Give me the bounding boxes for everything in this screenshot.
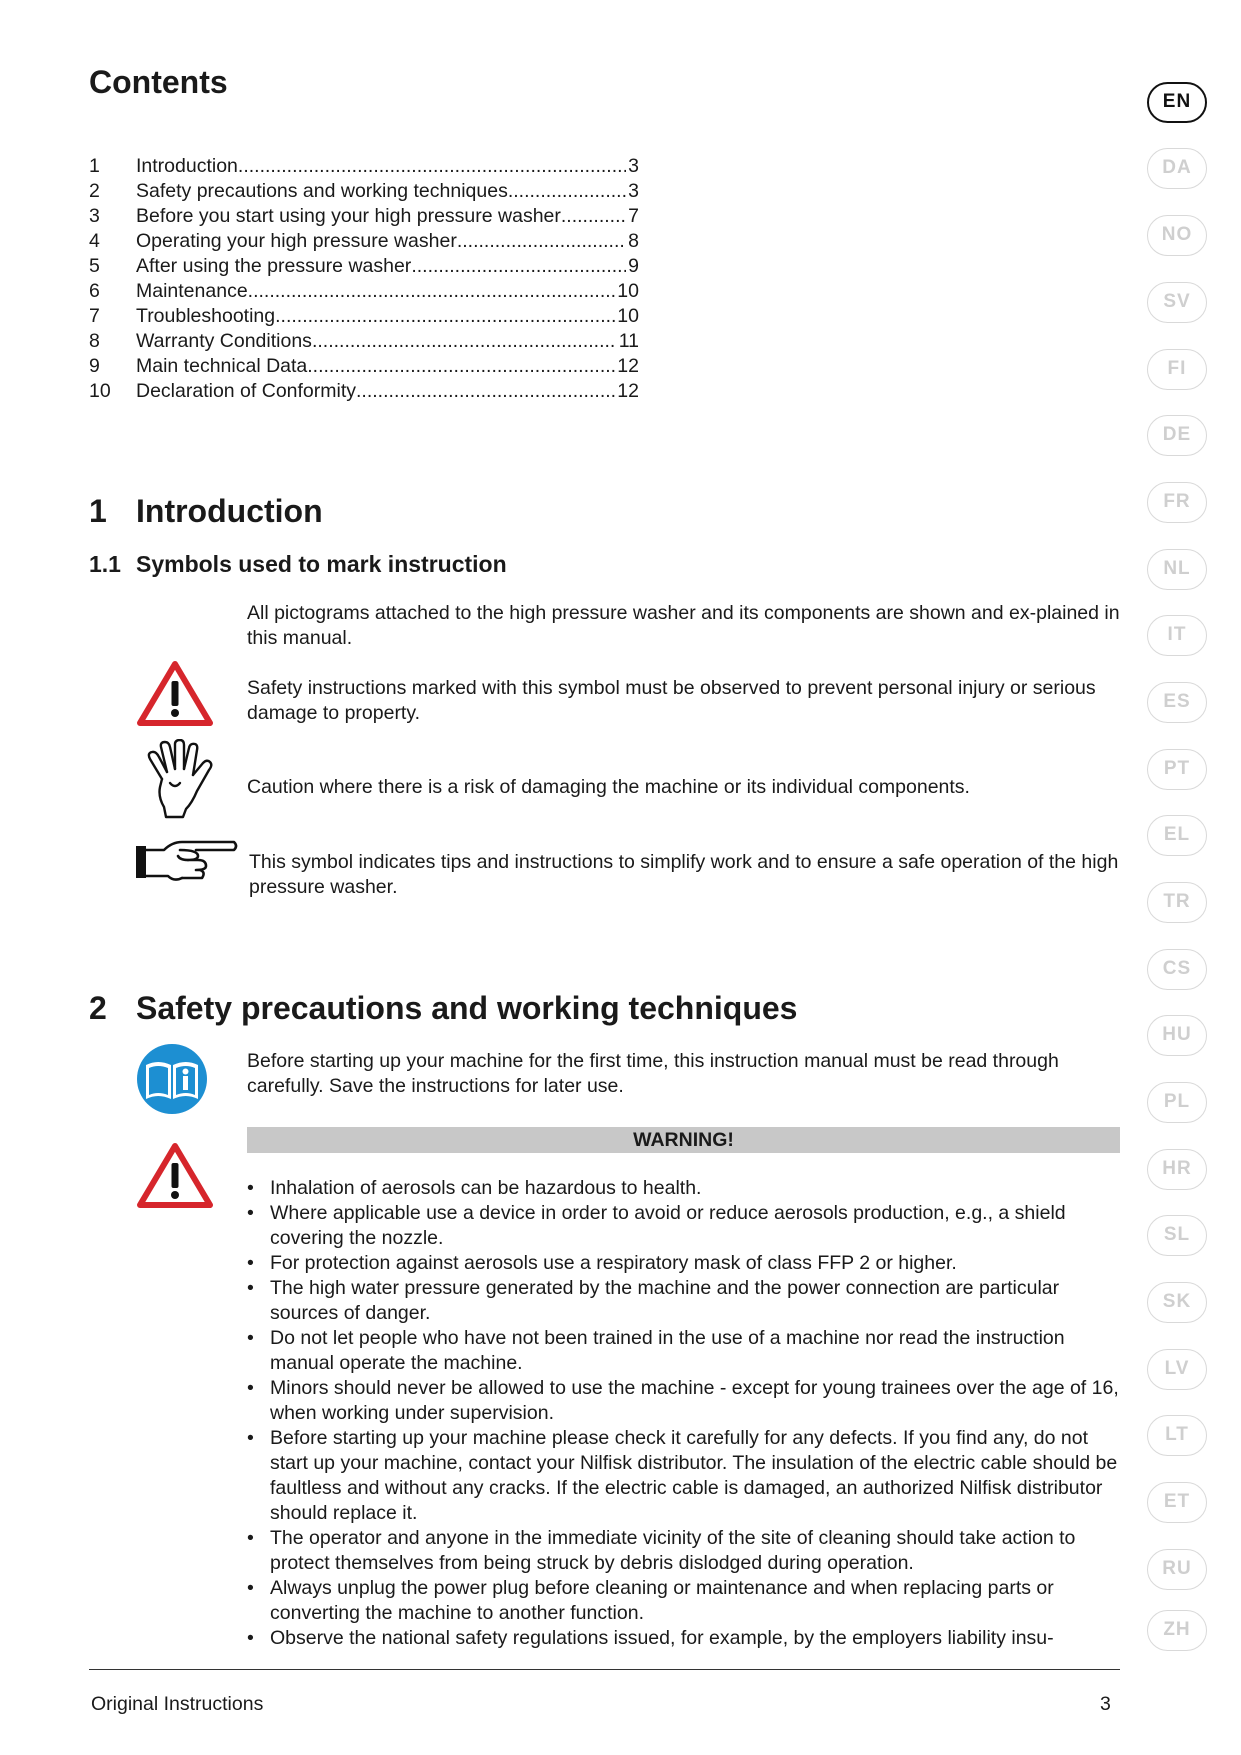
language-tab-fr[interactable]: FR [1147,482,1207,523]
pointing-hand-tip-icon [134,838,238,888]
toc-leader-dots [248,279,616,304]
section-2-title: Safety precautions and working techniques [136,990,798,1026]
language-tab-nl[interactable]: NL [1147,549,1207,590]
toc-entry[interactable] [89,304,639,329]
toc-leader-dots [307,354,615,379]
toc-leader-dots [411,254,626,279]
read-manual-icon [136,1043,208,1115]
safety-bullet-item: • Inhalation of aerosols can be hazardous to health. [247,1176,1127,1201]
toc-entry-number: 1 [89,155,100,177]
toc-entry-title: Before you start using your high pressure washer [136,205,561,227]
toc-entry-number: 2 [89,180,100,202]
toc-leader-dots [356,379,615,404]
toc-entry-title: Main technical Data [136,355,308,377]
toc-entry[interactable] [89,179,639,204]
language-tab-tr[interactable]: TR [1147,882,1207,923]
language-tab-pt[interactable]: PT [1147,749,1207,790]
language-tab-sv[interactable]: SV [1147,282,1207,323]
toc-leader-dots [457,229,626,254]
toc-entry-number: 9 [89,355,100,377]
page-title: Contents [89,64,228,100]
subsection-1-1-heading [89,551,507,578]
toc-entry-page: 10 [617,280,639,302]
section-2-heading [89,990,797,1027]
safety-bullet-item: • Where applicable use a device in order to avoid or reduce aerosols production, e.g., a shield covering the nozzle. [247,1201,1127,1251]
subsection-1-1-title: Symbols used to mark instruction [136,551,507,577]
language-tab-no[interactable]: NO [1147,215,1207,256]
toc-entry-page: 3 [628,180,639,202]
language-tab-en[interactable]: EN [1147,82,1207,123]
toc-leader-dots [508,179,626,204]
language-tab-de[interactable]: DE [1147,415,1207,456]
safety-bullet-item: • Do not let people who have not been trained in the use of a machine nor read the instruction manual operate the machine. [247,1326,1127,1376]
warning-triangle-icon [136,1141,214,1209]
toc-entry-title: Troubleshooting [136,305,276,327]
toc-entry-page: 3 [628,155,639,177]
toc-entry-page: 9 [628,255,639,277]
toc-entry-title: Safety precautions and working techniques [136,180,508,202]
language-tab-cs[interactable]: CS [1147,949,1207,990]
toc-entry-title: Warranty Conditions [136,330,312,352]
toc-entry-number: 6 [89,280,100,302]
toc-entry-number: 3 [89,205,100,227]
subsection-1-1-number: 1.1 [89,551,121,577]
toc-entry-number: 4 [89,230,100,252]
language-tab-pl[interactable]: PL [1147,1082,1207,1123]
safety-bullet-item: • Minors should never be allowed to use the machine - except for young trainees over the age of 16, when working under supervision. [247,1376,1127,1426]
language-tab-hu[interactable]: HU [1147,1015,1207,1056]
toc-entry-number: 10 [89,380,111,402]
footer-divider [89,1669,1120,1670]
toc-entry-title: Maintenance [136,280,248,302]
section-1-title: Introduction [136,493,323,529]
toc-leader-dots [561,204,626,229]
intro-paragraph: All pictograms attached to the high pressure washer and its components are shown and ex-plained in this manual. [247,602,1120,649]
toc-entry[interactable] [89,354,639,379]
warning-symbol-description: Safety instructions marked with this symbol must be observed to prevent personal injury or serious damage to property. [247,677,1096,724]
tip-symbol-description: This symbol indicates tips and instructions to simplify work and to ensure a safe operation of the high pressure washer. [249,851,1119,898]
toc-entry-page: 8 [628,230,639,252]
toc-entry[interactable] [89,154,639,179]
safety-bullet-item: • Before starting up your machine please check it carefully for any defects. If you find any, do not start up your machine, contact your Nilfisk distributor. The insulation of the electric cable should be faultless and without any cracks. If the electric cable is damaged, an authorized Nilfisk distributor should replace it. [247,1426,1127,1526]
language-tab-zh[interactable]: ZH [1147,1610,1207,1651]
language-tab-hr[interactable]: HR [1147,1149,1207,1190]
toc-leader-dots [238,154,626,179]
toc-entry-page: 12 [617,380,639,402]
toc-leader-dots [312,329,617,354]
toc-entry-title: After using the pressure washer [136,255,412,277]
language-tab-lt[interactable]: LT [1147,1415,1207,1456]
language-tab-lv[interactable]: LV [1147,1349,1207,1390]
toc-entry[interactable] [89,329,639,354]
language-tab-el[interactable]: EL [1147,815,1207,856]
language-tab-es[interactable]: ES [1147,682,1207,723]
caution-hand-icon [142,739,216,819]
section-1-number: 1 [89,493,107,529]
language-tab-ru[interactable]: RU [1147,1549,1207,1590]
toc-entry[interactable] [89,229,639,254]
toc-entry[interactable] [89,204,639,229]
toc-entry-title: Declaration of Conformity [136,380,357,402]
table-of-contents [89,154,639,404]
toc-entry-page: 11 [618,330,639,352]
safety-bullet-item: • Observe the national safety regulations issued, for example, by the employers liability insu- [247,1626,1127,1651]
toc-entry-title: Operating your high pressure washer [136,230,457,252]
safety-bullet-item: • Always unplug the power plug before cleaning or maintenance and when replacing parts or converting the machine to another function. [247,1576,1127,1626]
toc-leader-dots [275,304,615,329]
language-tab-fi[interactable]: FI [1147,349,1207,390]
footer-label: Original Instructions [91,1693,264,1715]
warning-triangle-icon [136,659,214,727]
language-tab-it[interactable]: IT [1147,615,1207,656]
toc-entry[interactable] [89,254,639,279]
toc-entry-number: 5 [89,255,100,277]
section-1-heading [89,493,323,530]
language-tab-da[interactable]: DA [1147,148,1207,189]
safety-bullet-item: • For protection against aerosols use a respiratory mask of class FFP 2 or higher. [247,1251,1127,1276]
safety-bullet-item: • The high water pressure generated by the machine and the power connection are particular sources of danger. [247,1276,1127,1326]
toc-entry-page: 10 [617,305,639,327]
toc-entry-number: 8 [89,330,100,352]
safety-bullet-item: • The operator and anyone in the immediate vicinity of the site of cleaning should take action to protect themselves from being struck by debris dislodged during operation. [247,1526,1127,1576]
toc-entry-page: 12 [617,355,639,377]
language-tab-sl[interactable]: SL [1147,1215,1207,1256]
toc-entry[interactable] [89,379,639,404]
page-number: 3 [1100,1693,1111,1715]
toc-entry-page: 7 [628,205,639,227]
warning-banner: WARNING! [247,1127,1120,1153]
toc-entry-number: 7 [89,305,100,327]
language-tab-et[interactable]: ET [1147,1482,1207,1523]
section-2-number: 2 [89,990,107,1026]
toc-entry[interactable] [89,279,639,304]
read-manual-description: Before starting up your machine for the first time, this instruction manual must be read through carefully. Save the instructions for later use. [247,1050,1059,1097]
language-tab-sk[interactable]: SK [1147,1282,1207,1323]
caution-symbol-description: Caution where there is a risk of damaging the machine or its individual components. [247,776,970,798]
safety-bullet-list [247,1176,1127,1651]
toc-entry-title: Introduction [136,155,238,177]
